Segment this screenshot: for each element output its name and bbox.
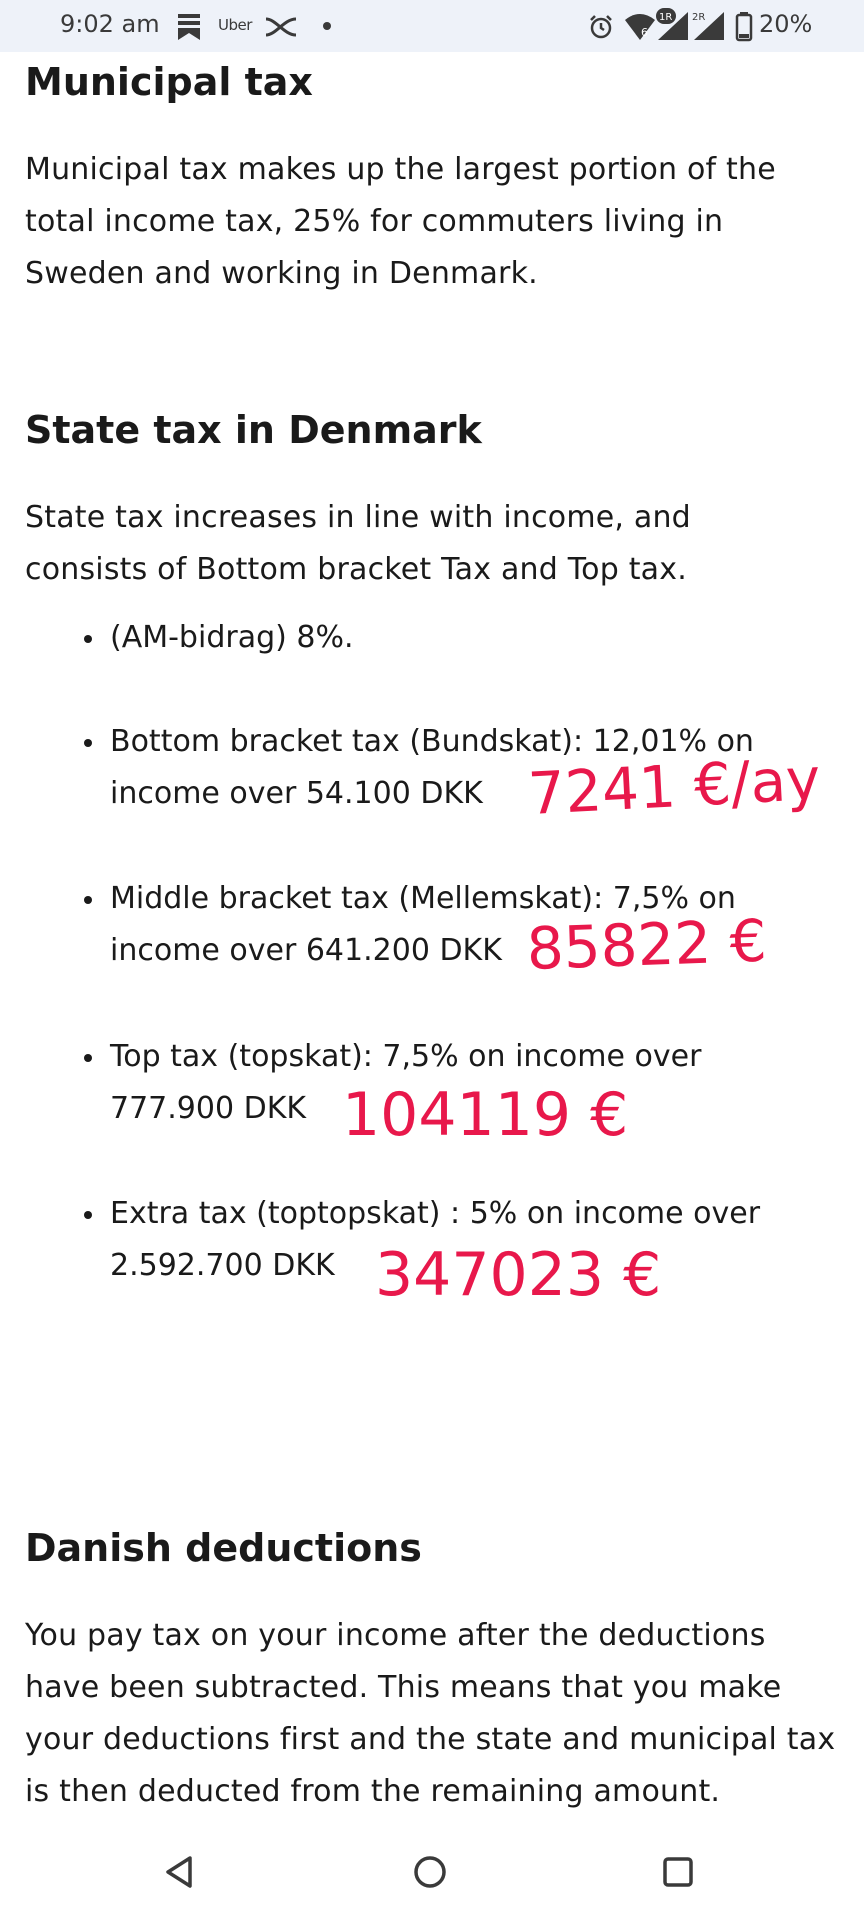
signal-sim1-icon — [652, 8, 692, 42]
more-notifications-dot — [323, 22, 331, 30]
tax-item-line: income over 54.100 DKK — [110, 776, 483, 811]
status-bar — [0, 0, 864, 52]
municipal-tax-heading: Municipal tax — [25, 60, 313, 104]
bullet — [84, 1054, 92, 1062]
tax-item-line: 777.900 DKK — [110, 1091, 307, 1126]
status-time: 9:02 am — [60, 10, 160, 38]
tax-item-line: income over 641.200 DKK — [110, 933, 502, 968]
battery-percent: 20% — [759, 10, 813, 38]
tax-item-line: 2.592.700 DKK — [110, 1248, 335, 1283]
tax-item-line: Top tax (topskat): 7,5% on income over — [110, 1039, 702, 1074]
wifi-badge: 6 — [641, 26, 648, 39]
tax-item-line: Extra tax (toptopskat) : 5% on income over — [110, 1196, 761, 1231]
signal-sim2-icon — [690, 8, 726, 42]
uber-notification-label: Uber — [218, 16, 252, 34]
navigation-bar — [0, 1822, 864, 1920]
bullet — [84, 1211, 92, 1219]
tax-item-line: (AM-bidrag) 8%. — [110, 620, 354, 655]
handwritten-note-topskat: 104119 € — [342, 1080, 629, 1150]
handwritten-note-bundskat: 7241 €/ay — [526, 744, 822, 828]
state-tax-heading: State tax in Denmark — [25, 408, 482, 452]
danish-deductions-heading: Danish deductions — [25, 1526, 422, 1570]
bookmark-icon — [176, 13, 202, 41]
handwritten-note-mellemskat: 85822 € — [525, 906, 768, 983]
bullet — [84, 739, 92, 747]
tax-item-line: Bottom bracket tax (Bundskat): 12,01% on — [110, 724, 754, 759]
sim2-badge: 2R — [692, 12, 706, 23]
bullet — [84, 635, 92, 643]
deductions-paragraph: You pay tax on your income after the deductions have been subtracted. This means that you make your deductions first and the state and municipal tax is then deducted from the remaining amount. — [25, 1618, 836, 1809]
crossed-arrows-icon — [264, 15, 298, 39]
state-tax-paragraph: State tax increases in line with income, and consists of Bottom bracket Tax and Top tax. — [25, 500, 691, 587]
alarm-icon — [588, 14, 614, 40]
handwritten-note-toptopskat: 347023 € — [375, 1240, 662, 1310]
bullet — [84, 896, 92, 904]
municipal-tax-paragraph: Municipal tax makes up the largest portion of the total income tax, 25% for commuters living in Sweden and working in Denmark. — [25, 152, 776, 291]
battery-icon — [735, 12, 753, 42]
recents-icon[interactable] — [648, 1842, 708, 1902]
home-icon[interactable] — [400, 1842, 460, 1902]
tax-item-line: Middle bracket tax (Mellemskat): 7,5% on — [110, 881, 736, 916]
back-icon[interactable] — [150, 1842, 210, 1902]
sim1-badge: 1R — [659, 12, 673, 23]
